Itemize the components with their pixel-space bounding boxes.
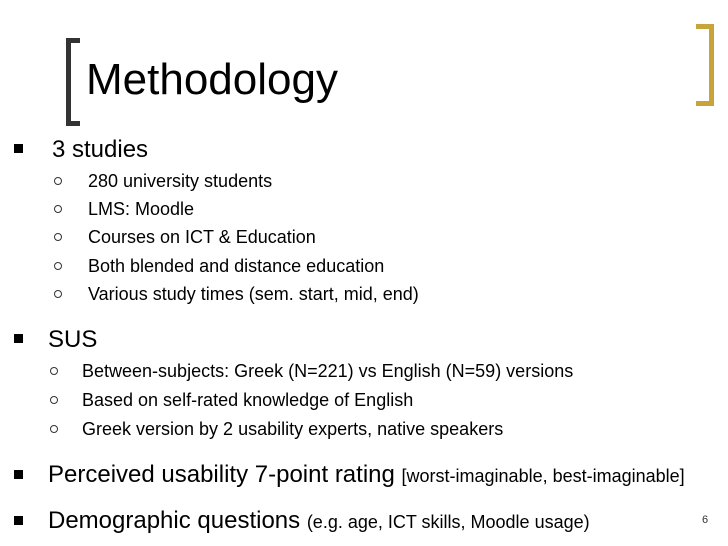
demographic-questions-item <box>48 507 590 536</box>
circle-bullet-icon <box>50 425 58 433</box>
demographic-label: Demographic questions <box>48 507 301 534</box>
title-left-bracket <box>66 38 80 126</box>
studies-heading: 3 studies <box>52 136 149 163</box>
studies-item: Both blended and distance education <box>88 256 385 276</box>
perceived-usability-item <box>48 461 685 490</box>
slide-title: Methodology <box>86 55 338 104</box>
studies-item: LMS: Moodle <box>88 199 195 219</box>
square-bullet-icon <box>14 334 23 343</box>
square-bullet-icon <box>14 516 23 525</box>
page-number: 6 <box>702 514 709 526</box>
studies-item: 280 university students <box>88 171 273 191</box>
sus-item: Between-subjects: Greek (N=221) vs English (N=59) versions <box>82 361 574 381</box>
studies-item: Various study times (sem. start, mid, end) <box>88 284 419 304</box>
square-bullet-icon <box>14 144 23 153</box>
perceived-usability-label: Perceived usability 7-point rating <box>48 461 395 488</box>
sus-item: Greek version by 2 usability experts, native speakers <box>82 419 504 439</box>
circle-bullet-icon <box>54 177 62 185</box>
studies-item: Courses on ICT & Education <box>88 227 316 247</box>
circle-bullet-icon <box>54 233 62 241</box>
sus-heading: SUS <box>48 326 98 353</box>
square-bullet-icon <box>14 470 23 479</box>
title-right-bracket <box>696 24 714 106</box>
circle-bullet-icon <box>50 367 58 375</box>
perceived-usability-note: [worst-imaginable, best-imaginable] <box>401 466 685 486</box>
sus-item: Based on self-rated knowledge of English <box>82 390 414 410</box>
circle-bullet-icon <box>54 205 62 213</box>
demographic-note: (e.g. age, ICT skills, Moodle usage) <box>306 512 590 532</box>
circle-bullet-icon <box>50 396 58 404</box>
circle-bullet-icon <box>54 262 62 270</box>
circle-bullet-icon <box>54 290 62 298</box>
